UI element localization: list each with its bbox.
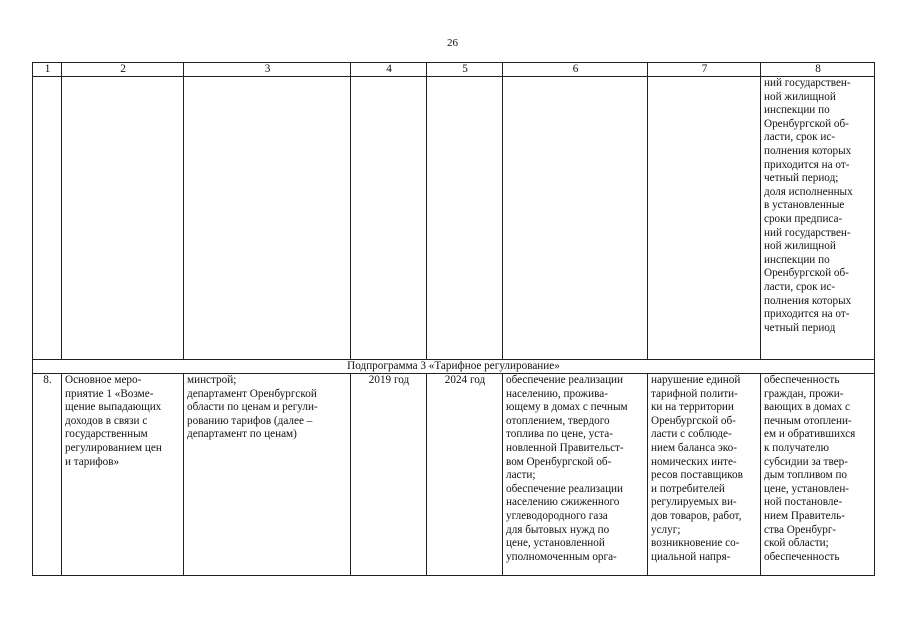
header-cell-7: 7 (648, 63, 761, 77)
consequences-cell: нарушение единой тарифной полити- ки на территории Оренбургской об- ласти с соблюде- нием баланса эко- номических инте- ресов поставщиков и потребителей регулируемых ви- дов товаров, работ, услуг; возникновение со- циальной напря- (648, 374, 761, 576)
start-year-cell: 2019 год (351, 374, 427, 576)
header-cell-8: 8 (761, 63, 875, 77)
result-cell: обеспечение реализации населению, прожива- ющему в домах с печным отоплением, твердого топлива по цене, уста- новленной Правительст- вом Оренбургской об- ласти; обеспечение реализации населению сжиженного углеводородного газа для бытовых нужд по цене, установленной уполномоченным орга- (503, 374, 648, 576)
header-cell-4: 4 (351, 63, 427, 77)
page-number: 26 (447, 37, 458, 49)
subprogram-title: Подпрограмма 3 «Тарифное регулирование» (33, 360, 875, 374)
header-cell-1: 1 (33, 63, 62, 77)
continuation-cell-4 (351, 77, 427, 360)
continuation-cell-3 (184, 77, 351, 360)
subprogram-row (33, 360, 875, 374)
header-cell-5: 5 (427, 63, 503, 77)
header-cell-6: 6 (503, 63, 648, 77)
header-row (33, 63, 875, 77)
continuation-cell-5 (427, 77, 503, 360)
end-year-cell: 2024 год (427, 374, 503, 576)
continuation-cell-1 (33, 77, 62, 360)
header-cell-3: 3 (184, 63, 351, 77)
executor-cell: минстрой; департамент Оренбургской области по ценам и регули- рованию тарифов (далее – департамент по ценам) (184, 374, 351, 576)
indicators-cell: обеспеченность граждан, прожи- вающих в домах с печным отоплени- ем и обратившихся к получателю субсидии за твер- дым топливом по цене, установлен- ной постановле- нием Правитель- ства Оренбург- ской области; обеспеченность (761, 374, 875, 576)
continuation-indicators-cell: ний государствен- ной жилищной инспекции по Оренбургской об- ласти, срок ис- полнения которых приходится на от- четный период; доля исполненных в установленные сроки предписа- ний государствен- ной жилищной инспекции по Оренбургской об- ласти, срок ис- полнения которых приходится на от- четный период (761, 77, 875, 360)
continuation-cell-6 (503, 77, 648, 360)
event-cell: Основное меро- приятие 1 «Возме- щение выпадающих доходов в связи с государственным регулированием цен и тарифов» (62, 374, 184, 576)
continuation-cell-7 (648, 77, 761, 360)
continuation-row (33, 77, 875, 360)
header-cell-2: 2 (62, 63, 184, 77)
program-table (32, 62, 875, 576)
continuation-cell-2 (62, 77, 184, 360)
row-number: 8. (33, 374, 62, 576)
table-row (33, 374, 875, 576)
